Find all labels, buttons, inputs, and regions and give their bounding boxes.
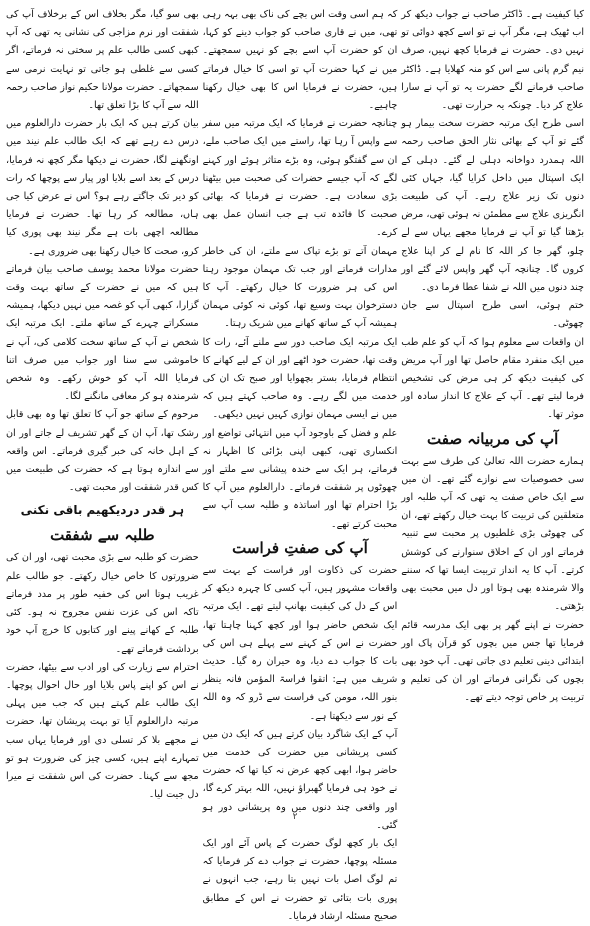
verse-line: ہر قدر دردیکھیم باقی نکنی [20,503,185,518]
paragraph: مہمان آتے تو بڑے تپاک سے ملتے، ان کی خاطر مدارات فرماتے اور جب تک مہمان موجود رہتا اس کی ہر ضرورت کا خیال رکھتے۔ آپ کا دسترخوان بہت وسیع تھا، کوئی نہ کوئی مہمان ہمیشہ آپ کے ساتھ کھانے میں شریک رہتا۔ [202,245,398,330]
paragraph: بھی سو گیا، مگر بخلاف اس کے برخلاف آپ کی شفقت اور نرم مزاجی کی نشانی یہ تھی کہ آپ کبھی کسی طالب علم پر سختی نہ فرماتے، اگر کسی سے غلطی ہو جاتی تو نہایت نرمی سے سمجھاتے۔ حضرت مولانا حکیم نواز صاحب رحمہ اللہ سے آپ کا بڑا تعلق تھا۔ [5,9,199,112]
column-right [401,6,584,809]
paragraph: ہمارے حضرت اللہ تعالیٰ کی طرف سے بہت سی خصوصیات سے نوازے گئے تھے۔ ان میں سے ایک خاص صفت یہ تھی کہ آپ طلبہ اور متعلقین کی تربیت کا بہت خیال رکھتے تھے، ان کی چھوٹی بڑی غلطیوں پر محبت سے تنبیہ فرماتے اور ان کے اخلاق سنوارنے کی کوشش کرتے۔ آپ کا یہ انداز تربیت ایسا تھا کہ سننے والا شرمندہ بھی ہوتا اور دل میں محبت بھی بڑھتی۔ [401,455,584,613]
paragraph: حضرت مولانا محمد یوسف صاحب بیان فرماتے ہیں کہ میں نے حضرت کے ساتھ بہت وقت گزارا، کبھی آپ کو غصہ میں نہیں دیکھا، ہمیشہ مسکراتے چہرے کے ساتھ ملتے۔ ایک مرتبہ ایک شخص نے آپ کے ساتھ سخت کلامی کی، آپ نے خاموشی سے سنا اور جواب میں صرف اتنا فرمایا اللہ آپ کو خوش رکھے۔ وہ شخص شرمندہ ہو کر معافی مانگنے لگا۔ [6,263,199,403]
paragraph: حضرت کی ذکاوت اور فراست کے بہت سے واقعات مشہور ہیں، آپ کسی کا چہرہ دیکھ کر اس کے دل کی کیفیت بھانپ لیتے تھے۔ ایک مرتبہ ایک شخص حاضر ہوا اور کچھ کہنا چاہتا تھا، حضرت نے اس کے کہنے سے پہلے ہی اس کی بات کا جواب دے دیا، وہ حیران رہ گیا۔ حدیث شریف میں ہے: اتقوا فراسۃ المؤمن فانہ ینظر بنور اللہ، مومن کی فراست سے ڈرو کہ وہ اللہ کے نور سے دیکھتا ہے۔ [202,564,398,722]
section-heading: طلبہ سے شفقت [50,526,155,545]
page-number: ۲ [292,812,298,822]
paragraph: کہ ہم اسی وقت اس بچے کی ناک بھی بہہ رہی تھی، میں نے قاری صاحب کو جواب دینے کو کہا، ان کو حضرت آپ اسے بچے کو نہیں سمجھتے۔ میں نے کہا حضرت آپ تو اسی کا خیال فرماتے ہیں، حضرت نے فرمایا اس کا بھی خیال رکھنا چاہیے۔ [202,9,398,112]
paragraph: اسی طرح ایک مرتبہ حضرت سخت بیمار ہو گئے تو آپ کے بھائی نثار الحق صاحب رحمہ اللہ ہمدرد دواخانہ دہلی لے گئے۔ دہلی کے ایک اسپتال میں داخل کرایا گیا، جہاں کئی دنوں تک زیر علاج رہے۔ آپ کی طبیعت انگریزی علاج سے مطمئن نہ ہوئی تھی، مرض بڑھتا گیا تو آپ نے فرمایا مجھے یہاں سے لے چلو، گھر جا کر اللہ کا نام لے کر اپنا علاج کروں گا۔ چنانچہ آپ گھر واپس لائے گئے اور چند دنوں میں اللہ نے شفا عطا فرما دی۔ [401,118,584,294]
paragraph: ختم ہوئی، اسی طرح اسپتال سے جان چھوٹی۔ [401,300,584,330]
section-heading: آپ کی صفتِ فراست [232,538,368,557]
paragraph: بیان کرتے ہیں کہ ایک بار حضرت دارالعلوم میں درس دے رہے تھے کہ ایک طالب علم نیند میں اونگھنے لگا، حضرت نے دیکھا مگر کچھ نہ فرمایا، درس کے بعد اسے بلایا اور پیار سے پوچھا کہ رات کو دیر تک جاگتے رہے ہو؟ اس نے عرض کیا جی ہاں، مطالعہ کر رہا تھا۔ حضرت نے فرمایا مطالعہ اچھی بات ہے مگر نیند بھی پوری کیا کرو، صحت کا خیال رکھنا بھی ضروری ہے۔ [6,118,199,257]
section-heading: آپ کی مربیانہ صفت [427,429,559,448]
column-middle [202,6,398,922]
paragraph: ان واقعات سے معلوم ہوا کہ آپ کو علم طب میں ایک منفرد مقام حاصل تھا اور آپ مریض کی کیفیت دیکھ کر ہی مرض کی تشخیص فرما لیتے تھے۔ آپ کے علاج کا انداز سادہ اور موثر تھا۔ [401,336,584,421]
column-left [6,6,199,809]
paragraph: ایک مرتبہ ایک صاحب دور سے ملنے آئے، رات کا وقت تھا، حضرت خود اٹھے اور ان کے لیے کھانے کا انتظام فرمایا، بستر بچھوایا اور صبح تک ان کی خدمت میں لگے رہے۔ وہ صاحب کہتے ہیں کہ میں نے ایسی مہمان نوازی کہیں نہیں دیکھی۔ [202,336,398,421]
paragraph: احترام سے زیارت کی اور ادب سے بیٹھا، حضرت نے اس کو اپنے پاس بلایا اور حال احوال پوچھا۔ ایک طالب علم کہتے ہیں کہ جب میں پہلی مرتبہ دارالعلوم آیا تو بہت پریشان تھا، حضرت نے مجھے بلا کر تسلی دی اور فرمایا یہاں سب تمہارے اپنے ہیں، کسی چیز کی ضرورت ہو تو مجھ سے کہنا۔ حضرت کی اس شفقت نے میرا دل جیت لیا۔ [6,661,199,801]
paragraph: حضرت کو طلبہ سے بڑی محبت تھی، اور ان کی ضرورتوں کا خاص خیال رکھتے۔ جو طالب علم غریب ہوتا اس کی خفیہ طور پر مدد فرماتے تاکہ اس کی عزت نفس مجروح نہ ہو۔ کئی طلبہ کے کھانے پینے اور کتابوں کا خرچ آپ خود برداشت فرماتے تھے۔ [6,552,199,655]
paragraph: آپ کے ایک شاگرد بیان کرتے ہیں کہ ایک دن میں کسی پریشانی میں حضرت کی خدمت میں حاضر ہوا، ابھی کچھ عرض نہ کیا تھا کہ حضرت نے خود ہی فرمایا گھبراؤ نہیں، اللہ بہتر کرے گا، اور واقعی چند دنوں میں وہ پریشانی دور ہو گئی۔ [202,728,398,831]
paragraph: چنانچہ حضرت نے فرمایا کہ ایک مرتبہ میں سفر سے واپس آ رہا تھا، راستے میں ایک صاحب ملے، ان سے گفتگو ہوئی، وہ بڑے متاثر ہوئے اور کہنے لگے کہ آپ جیسے حضرات کی صحبت میں بیٹھنا بڑی سعادت ہے۔ حضرت نے فرمایا کہ بھائی صحبت کا فائدہ تب ہے جب انسان عمل بھی کرے۔ [202,118,398,239]
paragraph: کیا کیفیت ہے۔ ڈاکٹر صاحب نے جواب دیکھ کر اب ٹھیک ہے، مگر آپ نے تو اسے کچھ دوائی تو نہیں دی۔ حضرت نے فرمایا کچھ نہیں، صرف نیم گرم پانی سے اس کو منہ کھلایا ہے۔ ڈاکٹر صاحب فرمانے لگے حضرت یہ تو آپ نے سارا علاج کر دیا۔ چونکہ یہ حرارت تھی۔ [401,9,584,112]
paragraph: حضرت نے اپنے گھر پر بھی ایک مدرسہ قائم فرمایا تھا جس میں بچوں کو قرآن پاک اور ابتدائی دینی تعلیم دی جاتی تھی۔ آپ خود بھی بچوں کی نگرانی فرماتے اور ان کی تعلیم و تربیت پر خاص توجہ دیتے تھے۔ [401,619,584,704]
paragraph: ایک بار کچھ لوگ حضرت کے پاس آئے اور ایک مسئلہ پوچھا، حضرت نے جواب دے کر فرمایا کہ تم لوگ اصل بات نہیں بتا رہے، جب انہوں نے پوری بات بتائی تو حضرت نے اس کے مطابق صحیح مسئلہ ارشاد فرمایا۔ [202,837,398,922]
paragraph: علم و فضل کے باوجود آپ میں انتہائی تواضع اور انکساری تھی، کبھی اپنی بڑائی کا اظہار نہ فرماتے، ہر ایک سے خندہ پیشانی سے ملتے اور چھوٹوں پر شفقت فرماتے۔ دارالعلوم میں آپ کا بڑا احترام تھا اور اساتذہ و طلبہ سب آپ سے محبت کرتے تھے۔ [202,427,398,530]
paragraph: مرحوم کے ساتھ جو آپ کا تعلق تھا وہ بھی قابل رشک تھا، آپ ان کے گھر تشریف لے جاتے اور ان کے اہل خانہ کی خبر گیری فرماتے۔ اس واقعہ سے اندازہ ہوتا ہے کہ حضرت کی طبیعت میں کس قدر شفقت اور محبت تھی۔ [6,409,199,494]
